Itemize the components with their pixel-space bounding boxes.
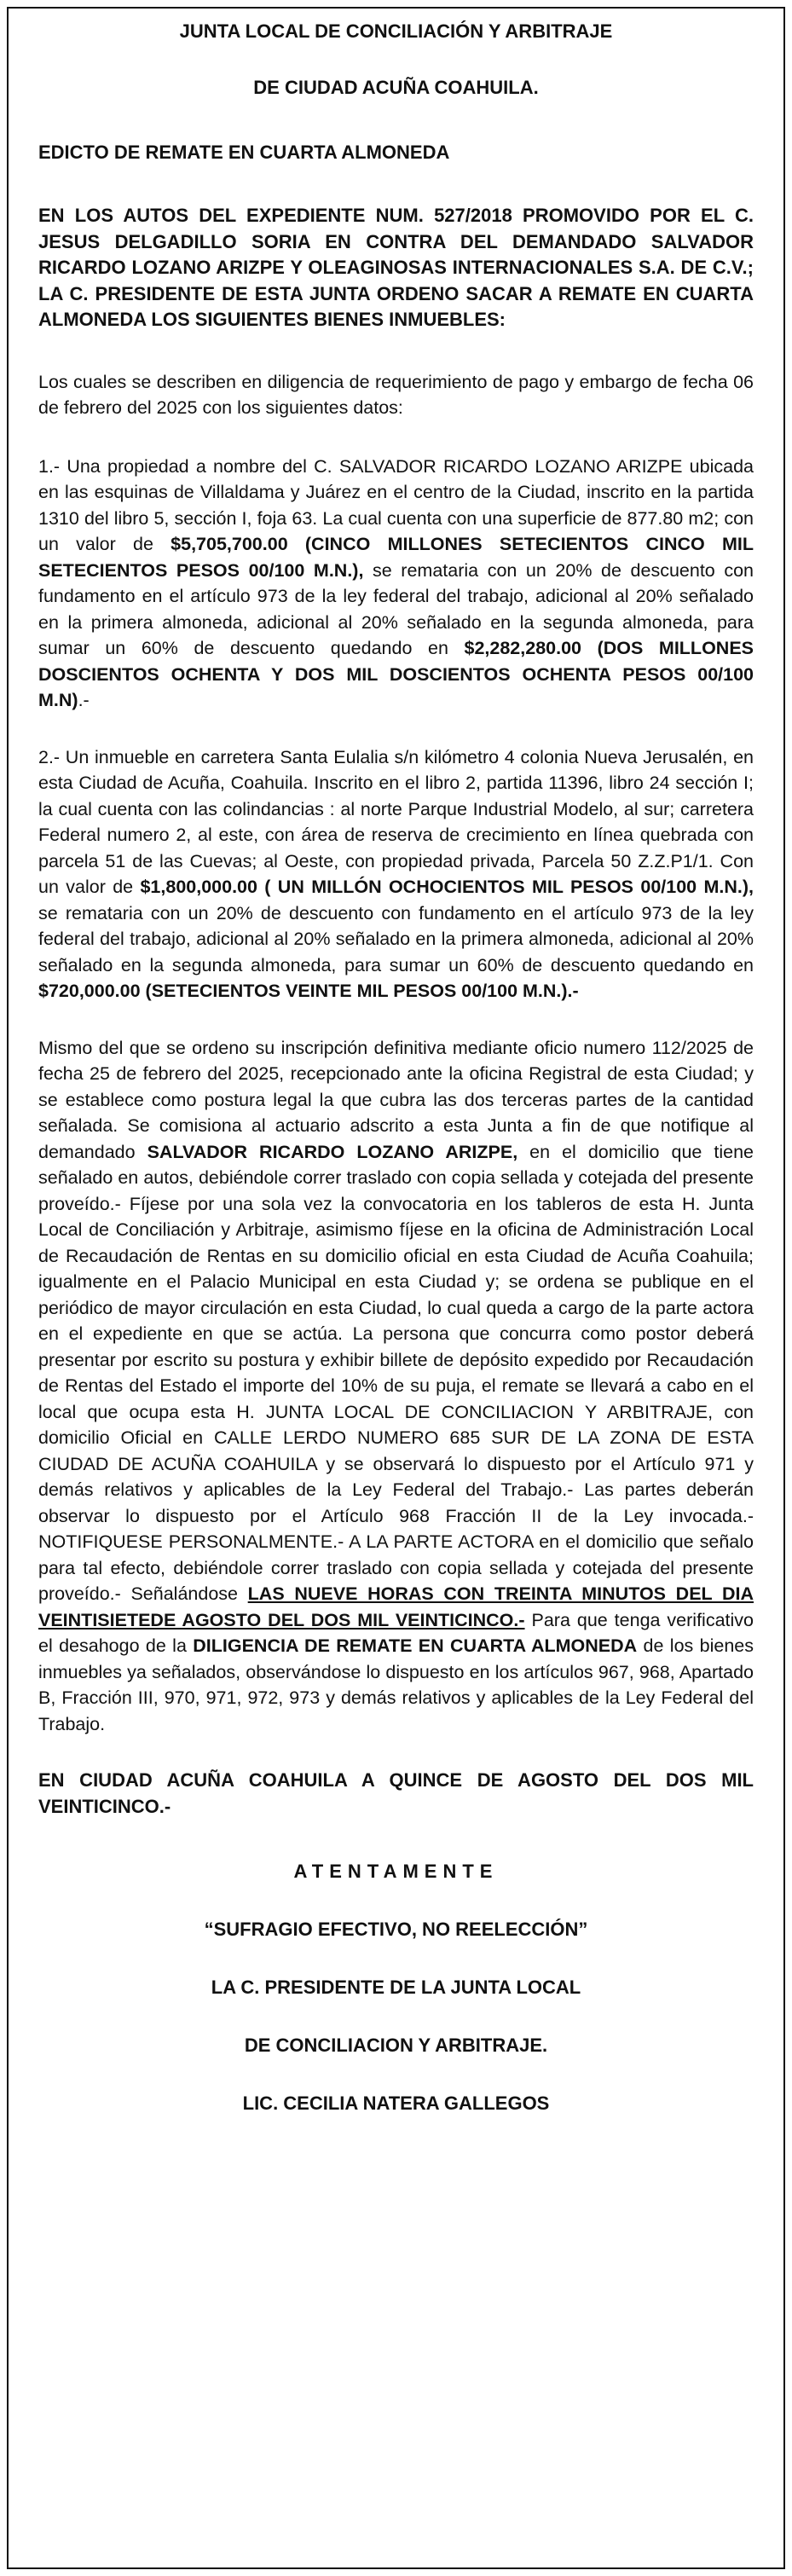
item-2-value: $1,800,000.00 ( UN MILLÓN OCHOCIENTOS MIL PESOS 00/100 M.N.), [140, 877, 754, 897]
body-text-c: Para que tenga verificativo el desahogo de la [38, 1609, 754, 1656]
signer-name: LIC. CECILIA NATERA GALLEGOS [242, 2093, 550, 2114]
closing-line: EN CIUDAD ACUÑA COAHUILA A QUINCE DE AGOSTO DEL DOS MIL VEINTICINCO.- [38, 1769, 754, 1817]
header-line-1: JUNTA LOCAL DE CONCILIACIÓN Y ARBITRAJE [179, 20, 613, 42]
edict-notice [7, 7, 785, 2569]
body-text-d: de los bienes inmuebles ya señalados, observándose lo dispuesto en los artículos 967, 968, Apartado B, Fracción III, 970, 971, 972, 973 y demás relativos y aplicables de la Ley Federal del Trabajo. [38, 1635, 754, 1734]
item-1-text-b: se remataria con un 20% de descuento con fundamento en el artículo 973 de la ley federal del trabajo, adicional al 20% señalado en la primera almoneda, adicional al 20% señalado en la segunda almoneda, para sumar un 60% de descuento quedando en [38, 559, 754, 658]
body-paragraph [38, 1035, 754, 1738]
edict-title: EDICTO DE REMATE EN CUARTA ALMONEDA [38, 142, 450, 163]
defendant-name: SALVADOR RICARDO LOZANO ARIZPE, [147, 1141, 518, 1162]
item-1-value: $5,705,700.00 (CINCO MILLONES SETECIENTOS CINCO MIL SETECIENTOS PESOS 00/100 M.N.), [38, 534, 754, 581]
signer-role-line-1: LA C. PRESIDENTE DE LA JUNTA LOCAL [211, 1977, 581, 1998]
intro-paragraph: EN LOS AUTOS DEL EXPEDIENTE NUM. 527/2018 PROMOVIDO POR EL C. JESUS DELGADILLO SORIA EN CONTRA DEL DEMANDADO SALVADOR RICARDO LOZANO ARIZPE Y OLEAGINOSAS INTERNACIONALES S.A. DE C.V.; LA C. PRESIDENTE DE ESTA JUNTA ORDENO SACAR A REMATE EN CUARTA ALMONEDA LOS SIGUIENTES BIENES INMUEBLES: [38, 205, 754, 330]
item-2-final-value: $720,000.00 (SETECIENTOS VEINTE MIL PESOS 00/100 M.N.).- [38, 981, 579, 1001]
property-item-2 [38, 744, 754, 1004]
motto: “SUFRAGIO EFECTIVO, NO REELECCIÓN” [204, 1919, 588, 1940]
auction-diligence: DILIGENCIA DE REMATE EN CUARTA ALMONEDA [193, 1635, 638, 1656]
item-1-text-a: 1.- Una propiedad a nombre del C. SALVADOR RICARDO LOZANO ARIZPE ubicada en las esquinas de Villaldama y Juárez en el centro de la Ciudad, inscrito en la partida 1310 del libro 5, sección I, foja 63. La cual cuenta con una superficie de 877.80 m2; con un valor de [38, 455, 754, 554]
header-line-2: DE CIUDAD ACUÑA COAHUILA. [253, 77, 539, 98]
intro-text: Los cuales se describen en diligencia de requerimiento de pago y embargo de fecha 06 de febrero del 2025 con los siguientes datos: [38, 371, 754, 418]
property-item-1 [38, 454, 754, 714]
atentamente: ATENTAMENTE [293, 1861, 499, 1882]
auction-date: LAS NUEVE HORAS CON TREINTA MINUTOS DEL DIA VEINTISIETEDE AGOSTO DEL DOS MIL VEINTICINCO.- [38, 1583, 754, 1630]
item-1-final-value: $2,282,280.00 (DOS MILLONES DOSCIENTOS OCHENTA Y DOS MIL DOSCIENTOS OCHENTA PESOS 00/100 M.N) [38, 638, 754, 710]
body-text-b: en el domicilio que tiene señalado en autos, debiéndole correr traslado con copia sellada y cotejada del presente proveído.- Fíjese por una sola vez la convocatoria en los tableros de esta H. Junta Local de Conciliación y Arbitraje, asimismo fíjese en la oficina de Administración Local de Recaudación de Rentas en su domicilio oficial en esta Ciudad de Acuña Coahuila; igualmente en el Palacio Municipal en esta Ciudad y; se ordena se publique en el periódico de mayor circulación en esta Ciudad, lo cual queda a cargo de la parte actora en el expediente en que se actúa. La persona que concurra como postor deberá presentar por escrito su postura y exhibir billete de depósito expedido por Recaudación de Rentas del Estado el importe del 10% de su puja, el remate se llevará a cabo en el local que ocupa esta H. JUNTA LOCAL DE CONCILIACION Y ARBITRAJE, con domicilio Oficial en CALLE LERDO NUMERO 685 SUR DE LA ZONA DE ESTA CIUDAD DE ACUÑA COAHUILA y se observará lo dispuesto por el Artículo 971 y demás relativos y aplicables de la Ley Federal del Trabajo.- Las partes deberán observar lo dispuesto por el Artículo 968 Fracción II de la Ley invocada.- NOTIFIQUESE PERSONALMENTE.- A LA PARTE ACTORA en el domicilio que señalo para tal efecto, debiéndole correr traslado con copia sellada y cotejada del presente proveído.- Señalándose [38, 1141, 754, 1604]
item-2-text-b: se remataria con un 20% de descuento con fundamento en el artículo 973 de la ley federal del trabajo, adicional al 20% señalado en la primera almoneda, adicional al 20% señalado en la segunda almoneda, para sumar un 60% de descuento quedando en [38, 902, 754, 975]
body-text-a: Mismo del que se ordeno su inscripción definitiva mediante oficio numero 112/2025 de fecha 25 de febrero del 2025, recepcionado ante la oficina Registral de esta Ciudad; y se establece como postura legal la que cubra las dos terceras partes de la cantidad señalada. Se comisiona al actuario adscrito a esta Junta a fin de que notifique al demandado [38, 1037, 754, 1162]
item-2-text-a: 2.- Un inmueble en carretera Santa Eulalia s/n kilómetro 4 colonia Nueva Jerusalén, en esta Ciudad de Acuña, Coahuila. Inscrito en el libro 2, partida 11396, libro 24 sección I; la cual cuenta con las colindancias : al norte Parque Industrial Modelo, al sur; carretera Federal numero 2, al este, con área de reserva de crecimiento en línea quebrada con parcela 51 de las Cuevas; al Oeste, con propiedad privada, Parcela 50 Z.Z.P1/1. Con un valor de [38, 746, 754, 897]
signer-role-line-2: DE CONCILIACION Y ARBITRAJE. [244, 2035, 548, 2056]
item-1-text-c: .- [78, 690, 90, 710]
